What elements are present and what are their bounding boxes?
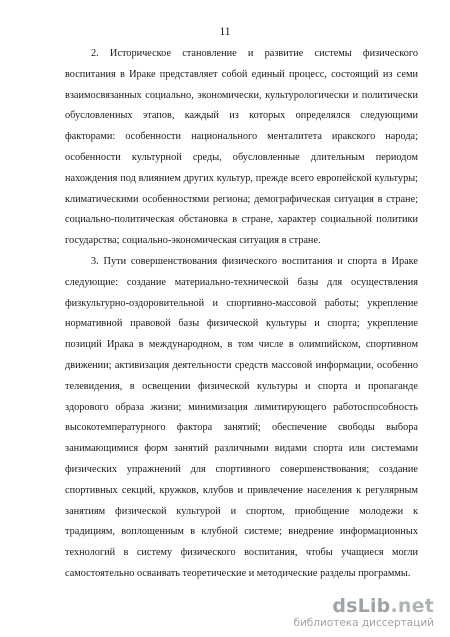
watermark-logo-main: dsLib	[332, 595, 391, 617]
page-number: 11	[219, 26, 231, 38]
document-body	[65, 44, 418, 585]
dslib-watermark	[293, 596, 434, 629]
watermark-logo	[293, 596, 434, 617]
watermark-subtitle: библиотека диссертаций	[293, 617, 434, 629]
watermark-logo-ext: .net	[390, 595, 434, 617]
paragraph-3: 3. Пути совершенствования физического воспитания и спорта в Ираке следующие: создание материально-технической базы для осуществления физкультурно-оздоровительной и спортивно-массовой работы; укрепление нормативной правовой базы физической культуры и спорта; укрепление позиций Ирака в международном, в том числе в олимпийском, спортивном движении; активизация деятельности средств массовой информации, особенно телевидения, в освещении физической культуры и спорта и пропаганде здорового образа жизни; минимизация лимитирующего работоспособность высокотемпературного фактора занятий; обеспечение свободы выбора занимающимися форм занятий различными видами спорта или системами физических упражнений для спортивного совершенствования; создание спортивных секций, кружков, клубов и привлечение населения к регулярным занятиям физической культурой и спортом, приобщение молодежи к традициям, воплощенным в клубной системе; внедрение информационных технологий в систему физического воспитания, чтобы учащиеся могли самостоятельно осваивать теоретические и методические разделы программы.	[65, 255, 418, 579]
paragraph-2: 2. Историческое становление и развитие системы физического воспитания в Ираке представляет собой единый процесс, состоящий из семи взаимосвязанных социально, экономически, культурологически и политически обусловленных этапов, каждый из которых определялся следующими факторами: особенности национального менталитета иракского народа; особенности культурной среды, обусловленные длительным периодом нахождения под влиянием других культур, прежде всего европейской культуры; климатическими особенностями региона; демографическая ситуация в стране; социально-политическая обстановка в стране, характер социальной политики государства; социально-экономическая ситуация в стране.	[65, 48, 418, 247]
